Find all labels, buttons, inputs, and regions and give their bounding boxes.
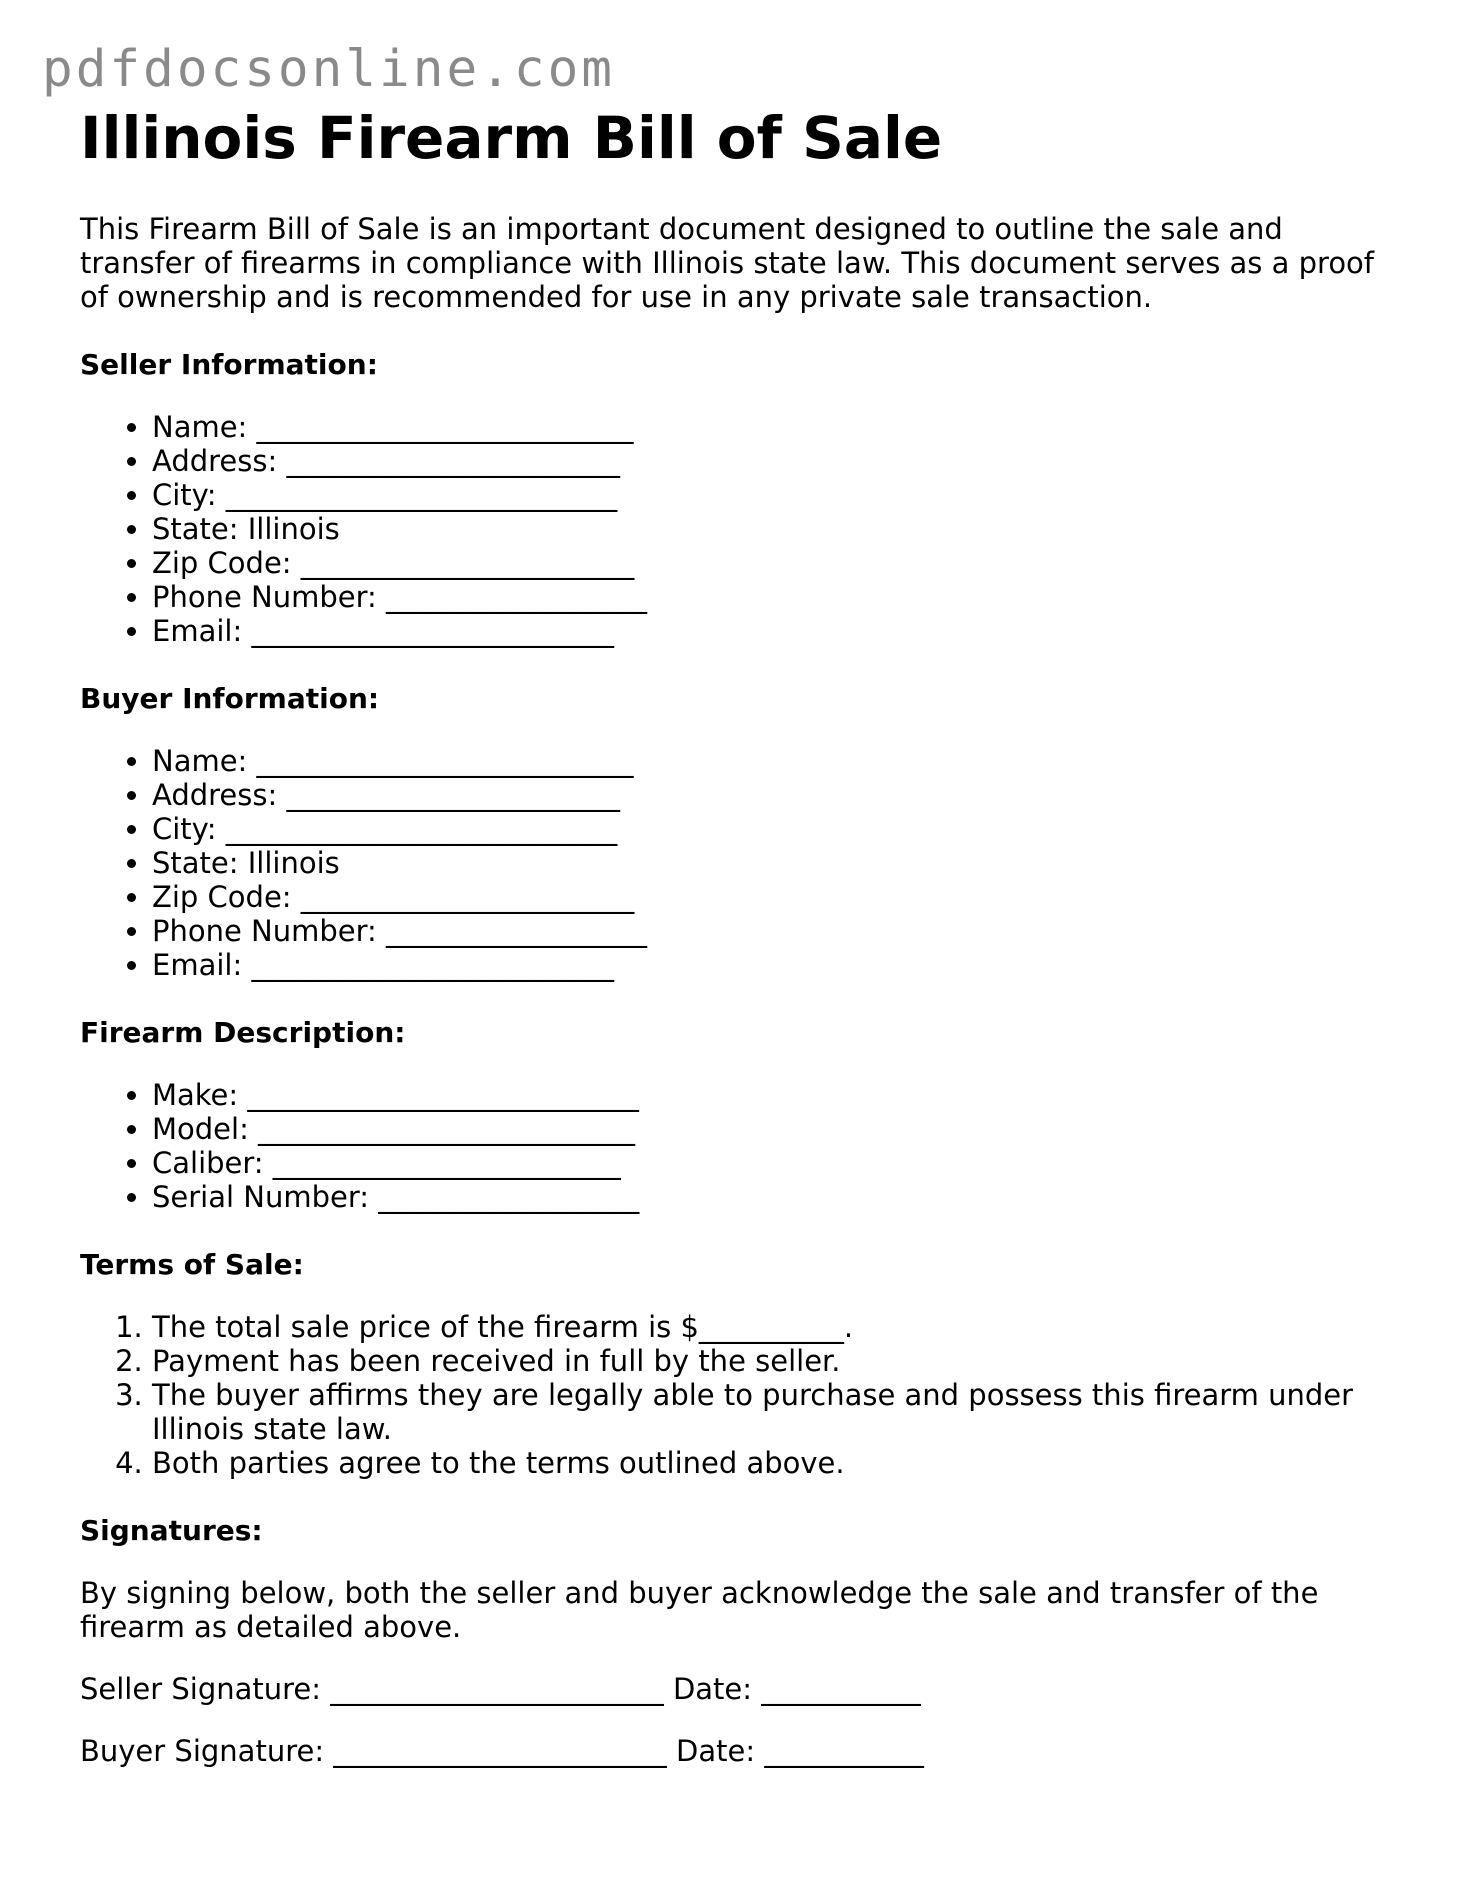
- buyer-state-field: • State: Illinois: [152, 846, 1400, 880]
- seller-address-field: • Address: _______________________: [152, 444, 1400, 478]
- terms-heading: Terms of Sale:: [80, 1248, 304, 1281]
- seller-heading: Seller Information:: [80, 348, 378, 381]
- buyer-address-field: • Address: _______________________: [152, 778, 1400, 812]
- document-title: Illinois Firearm Bill of Sale: [80, 104, 943, 172]
- terms-item-agreement: 4. Both parties agree to the terms outlined above.: [152, 1446, 1400, 1480]
- buyer-phone-field: • Phone Number: __________________: [152, 914, 1400, 948]
- buyer-heading: Buyer Information:: [80, 682, 380, 715]
- buyer-info-list: [80, 744, 1400, 982]
- firearm-model-field: • Model: __________________________: [152, 1112, 1400, 1146]
- firearm-heading: Firearm Description:: [80, 1016, 406, 1049]
- seller-city-field: • City: ___________________________: [152, 478, 1400, 512]
- terms-list: [80, 1310, 1400, 1480]
- firearm-description-list: [80, 1078, 1400, 1214]
- seller-name-field: • Name: __________________________: [152, 410, 1400, 444]
- firearm-make-field: • Make: ___________________________: [152, 1078, 1400, 1112]
- buyer-signature-line: Buyer Signature: _______________________ Date: ___________: [80, 1734, 924, 1768]
- watermark: pdfdocsonline.com: [42, 40, 615, 99]
- firearm-caliber-field: • Caliber: ________________________: [152, 1146, 1400, 1180]
- terms-item-eligibility: 3. The buyer affirms they are legally able to purchase and possess this firearm under Illinois state law.: [152, 1378, 1400, 1446]
- seller-signature-line: Seller Signature: _______________________ Date: ___________: [80, 1672, 921, 1706]
- buyer-email-field: • Email: _________________________: [152, 948, 1400, 982]
- signatures-heading: Signatures:: [80, 1514, 263, 1547]
- terms-item-payment: 2. Payment has been received in full by the seller.: [152, 1344, 1400, 1378]
- document-body: [80, 104, 1400, 1796]
- buyer-name-field: • Name: __________________________: [152, 744, 1400, 778]
- seller-state-field: • State: Illinois: [152, 512, 1400, 546]
- seller-email-field: • Email: _________________________: [152, 614, 1400, 648]
- seller-info-list: [80, 410, 1400, 648]
- buyer-zip-field: • Zip Code: _______________________: [152, 880, 1400, 914]
- firearm-serial-field: • Serial Number: __________________: [152, 1180, 1400, 1214]
- seller-phone-field: • Phone Number: __________________: [152, 580, 1400, 614]
- buyer-city-field: • City: ___________________________: [152, 812, 1400, 846]
- seller-zip-field: • Zip Code: _______________________: [152, 546, 1400, 580]
- intro-paragraph: This Firearm Bill of Sale is an important document designed to outline the sale and transfer of firearms in compliance with Illinois state law. This document serves as a proof of ownership and is recommended for use in any private sale transaction.: [80, 212, 1375, 314]
- terms-item-price: 1. The total sale price of the firearm is $__________.: [152, 1310, 1400, 1344]
- signatures-paragraph: By signing below, both the seller and buyer acknowledge the sale and transfer of the firearm as detailed above.: [80, 1576, 1319, 1644]
